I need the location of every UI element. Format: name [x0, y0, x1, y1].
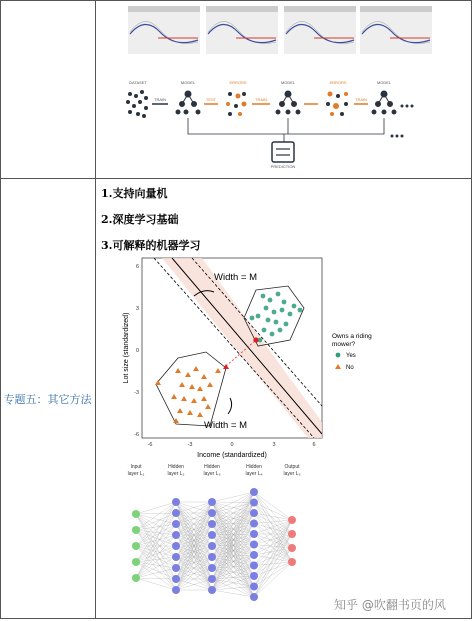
svg-text:layer L₃: layer L₃	[203, 471, 221, 477]
nn-node	[250, 572, 258, 580]
svg-text:layer L₄: layer L₄	[245, 471, 263, 477]
nn-node	[132, 542, 140, 550]
svg-text:layer L₅: layer L₅	[283, 471, 301, 477]
nn-node	[250, 530, 258, 538]
nn-node	[208, 564, 216, 572]
svg-text:3: 3	[272, 442, 276, 448]
prediction-label: PREDICTION	[270, 164, 296, 169]
svg-text:-3: -3	[187, 442, 193, 448]
svg-text:6: 6	[312, 442, 316, 448]
errors-label-1: ERRORS	[229, 80, 247, 85]
model-label-3: MODEL	[376, 80, 392, 85]
y-axis-label: Lot size (standardized)	[123, 312, 130, 384]
nn-node	[132, 574, 140, 582]
nn-node	[172, 553, 180, 561]
legend	[332, 333, 372, 371]
row-label-cell	[0, 179, 95, 619]
nn-node	[208, 498, 216, 506]
boosting-pipeline	[126, 80, 414, 169]
nn-node	[208, 575, 216, 583]
nn-node	[172, 542, 180, 550]
nn-node	[132, 558, 140, 566]
nn-node	[288, 516, 296, 524]
svg-text:-6: -6	[134, 432, 139, 438]
nn-node	[132, 526, 140, 534]
train-label-2: TRAIN	[255, 97, 267, 102]
nn-node	[208, 531, 216, 539]
watermark: 知乎 @吹翻书页的风	[334, 598, 446, 612]
svg-text:0: 0	[230, 442, 234, 448]
nn-node	[288, 544, 296, 552]
width-label-bottom: Width = M	[204, 420, 248, 431]
svg-text:Input: Input	[130, 464, 142, 470]
train-label-3: TRAIN	[355, 97, 367, 102]
svg-text:Yes: Yes	[346, 353, 356, 359]
neural-net-figure	[108, 462, 328, 612]
facet-plots	[128, 6, 432, 54]
nn-node	[250, 551, 258, 559]
svg-text:layer L₂: layer L₂	[167, 471, 185, 477]
width-label-top: Width = M	[214, 272, 258, 283]
item-svm: 1.支持向量机	[101, 187, 168, 200]
nn-node	[288, 530, 296, 538]
x-axis-label: Income (standardized)	[197, 452, 267, 459]
svg-text:mower?: mower?	[332, 341, 356, 348]
item-interpretable-ml: 3.可解释的机器学习	[101, 239, 201, 252]
y-ticks	[134, 264, 139, 438]
row-label: 专题五：其它方法	[3, 394, 92, 406]
svg-text:-6: -6	[147, 442, 153, 448]
nn-node	[250, 509, 258, 517]
svm-figure	[118, 256, 398, 464]
svg-text:6: 6	[135, 264, 139, 270]
nn-node	[172, 509, 180, 517]
nn-node	[250, 562, 258, 570]
nn-node	[172, 586, 180, 594]
svg-text:No: No	[346, 365, 354, 371]
nn-node	[250, 593, 258, 601]
column-divider	[95, 0, 96, 619]
svg-text:layer L₁: layer L₁	[127, 471, 145, 477]
svg-text:-3: -3	[134, 390, 139, 396]
svg-text:Hidden: Hidden	[246, 464, 262, 470]
nn-node	[172, 520, 180, 528]
top-figure	[100, 2, 470, 174]
nn-node	[250, 583, 258, 591]
errors-label-2: ERRORS	[329, 80, 347, 85]
model-label-1: MODEL	[180, 80, 196, 85]
nn-node	[250, 541, 258, 549]
model-label-2: MODEL	[280, 80, 296, 85]
nn-node	[208, 553, 216, 561]
svg-text:Output: Output	[284, 464, 300, 470]
dataset-label: DATASET	[129, 80, 147, 85]
item-deep-learning: 2.深度学习基础	[101, 213, 179, 226]
train-label-1: TRAIN	[154, 97, 166, 102]
nn-node	[208, 542, 216, 550]
nn-node	[132, 510, 140, 518]
svg-text:Hidden: Hidden	[204, 464, 220, 470]
nn-node	[250, 499, 258, 507]
test-label: TEST	[205, 97, 217, 102]
nn-node	[208, 509, 216, 517]
svg-text:0: 0	[135, 348, 139, 354]
nn-node	[172, 575, 180, 583]
nn-node	[250, 488, 258, 496]
x-ticks	[148, 442, 316, 448]
nn-node	[250, 520, 258, 528]
nn-node	[288, 558, 296, 566]
svg-text:Hidden: Hidden	[168, 464, 184, 470]
nn-node	[172, 531, 180, 539]
svg-text:3: 3	[135, 306, 139, 312]
nn-node	[208, 520, 216, 528]
nn-node	[208, 586, 216, 594]
svg-text:Owns a riding: Owns a riding	[332, 333, 372, 340]
nn-node	[172, 564, 180, 572]
nn-node	[172, 498, 180, 506]
